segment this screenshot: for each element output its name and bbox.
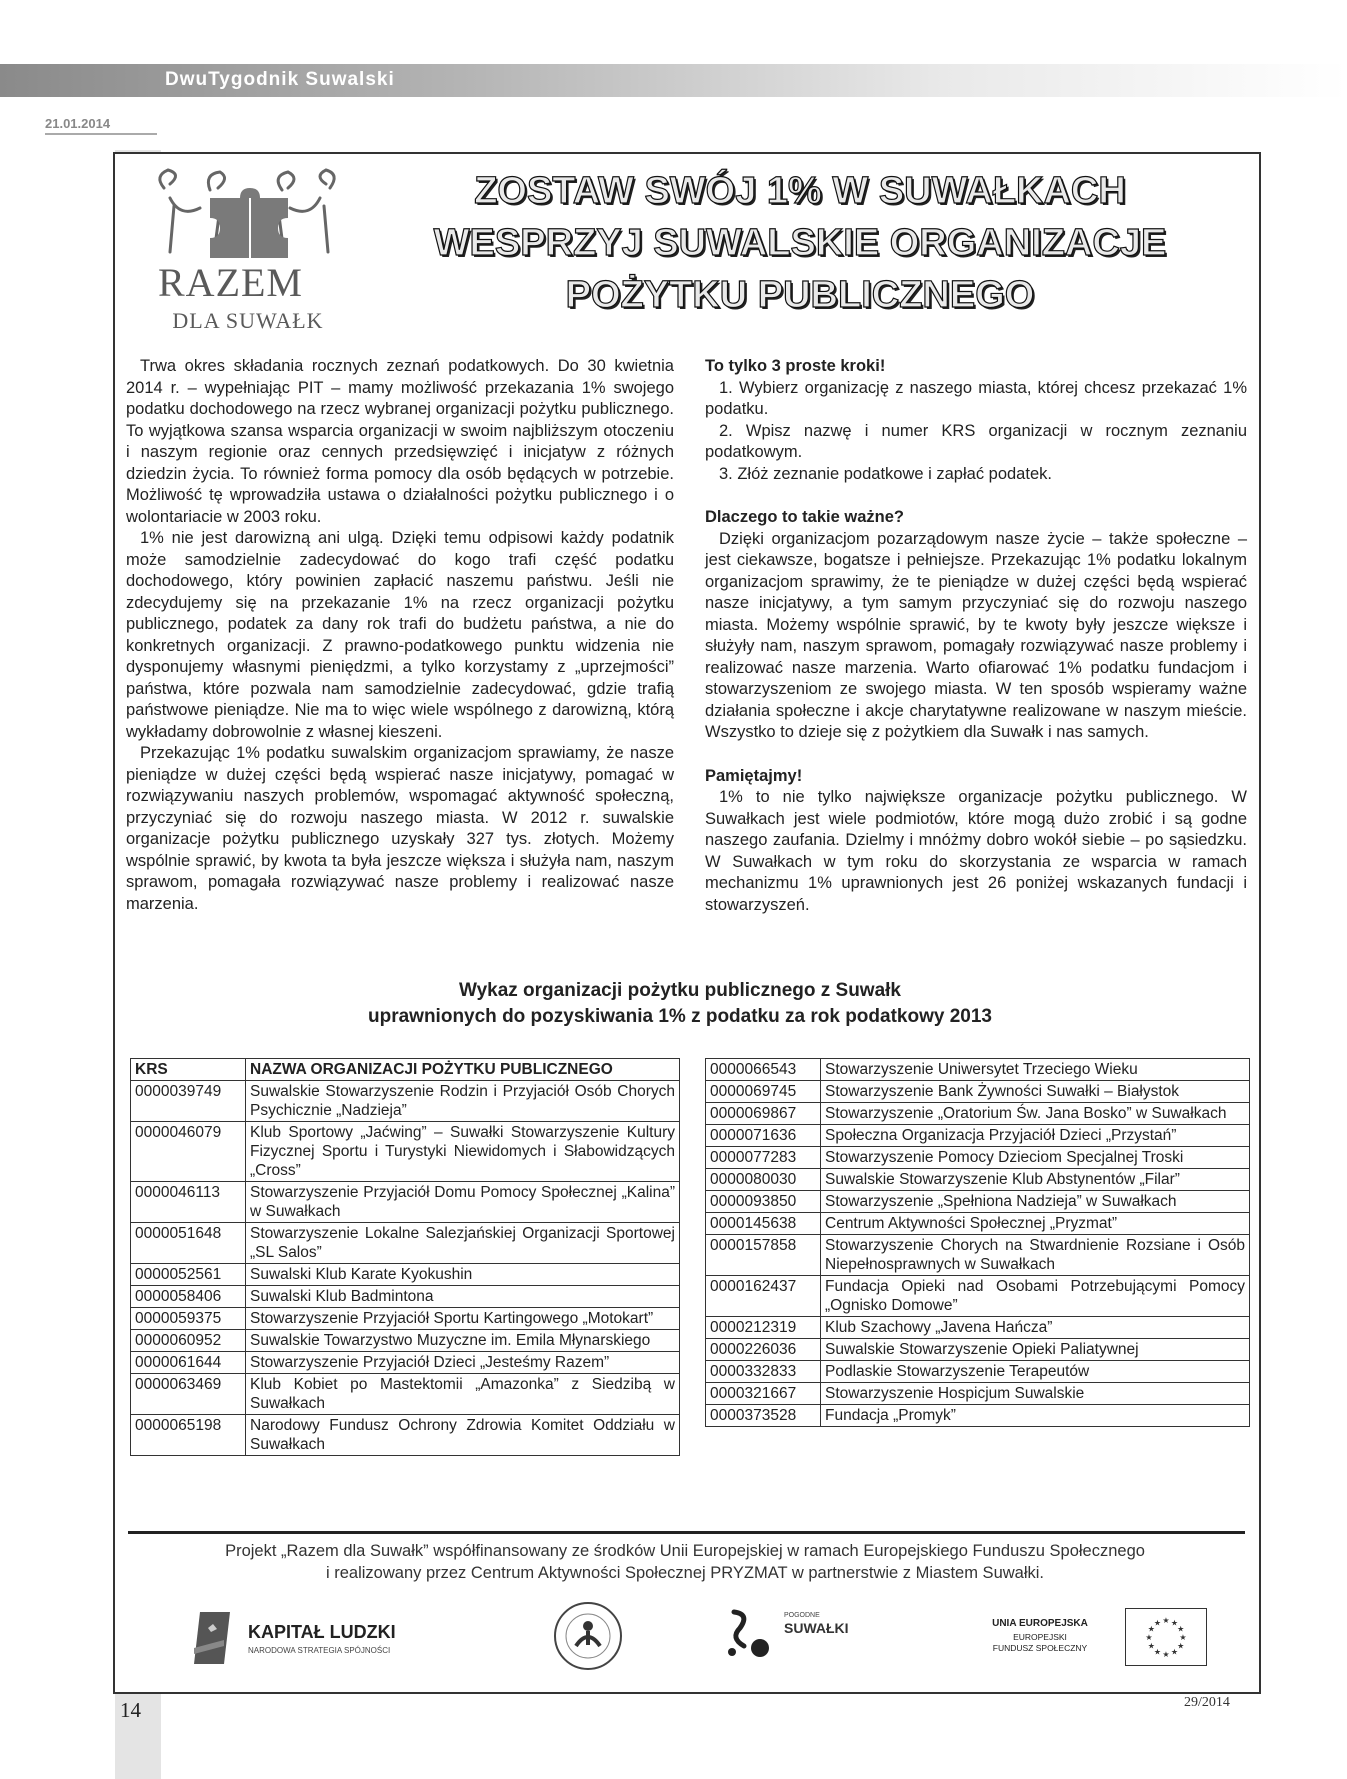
logo-razem-text: RAZEM bbox=[158, 260, 303, 305]
table-row bbox=[706, 1361, 1250, 1383]
krs-cell: 0000226036 bbox=[706, 1339, 821, 1361]
issue-number: 29/2014 bbox=[1184, 1695, 1230, 1710]
pryzmat-seal-icon bbox=[552, 1600, 624, 1672]
krs-cell: 0000065198 bbox=[131, 1415, 246, 1456]
table-row bbox=[131, 1352, 680, 1374]
krs-cell: 0000157858 bbox=[706, 1235, 821, 1276]
left-paragraph-2: 1% nie jest darowizną ani ulgą. Dzięki temu odpisowi każdy podatnik może samodzielnie zadecydować do kogo trafi część podatku dochodowego, który powinien zapłacić naszemu państwu. Jeśli nie zdecydujemy się na przekazanie 1% na rzecz organizacji pożytku publicznego, podatek za dany rok trafi do budżetu państwa, a nie do konkretnych organizacji. Z prawno-podatkowego punktu widzenia nie dysponujemy własnymi pieniędzmi, a tylko korzystamy z „uprzejmości” państwa, które pozwala nam samodzielnie zadecydować, gdzie trafią państwowe pieniądze. Nie ma to więc wiele wspólnego z darowizną, którą wykładamy dobrowolnie z własnej kieszeni. bbox=[126, 529, 674, 741]
remember-paragraph: 1% to nie tylko największe organizacje pożytku publicznego. W Suwałkach jest wiele podmiotów, które mogą dużo zrobić i są godne naszego zaufania. Dzielmy i mnóżmy dobro wokół siebie – po sąsiedzku. W Suwałkach w tym roku do skorzystania ze wsparcia w ramach mechanizmu 1% uprawnionych jest 26 poniżej wskazanych fundacji i stowarzyszeń. bbox=[705, 788, 1247, 914]
krs-cell: 0000058406 bbox=[131, 1286, 246, 1308]
eu-star: ★ bbox=[1162, 1616, 1170, 1625]
issue-date: 21.01.2014 bbox=[45, 116, 157, 135]
left-paragraph-3: Przekazując 1% podatku suwalskim organizacjom sprawiamy, że nasze pieniądze w dużej części będą wspierać nasze inicjatywy, pomagać w rozwiązywaniu naszych problemów, wspomagać aktywność społeczną, przyczyniać się do rozwoju naszego miasta. W 2012 r. suwalskie organizacje pożytku publicznego uzyskały 327 tys. złotych. Możemy wspólnie sprawić, by kwota ta była jeszcze większa i służyła nam, naszym sprawom, pomagała rozwiązywać nasze problemy i realizować nasze marzenia. bbox=[126, 744, 674, 913]
steps-heading: To tylko 3 proste kroki! bbox=[705, 357, 886, 375]
sponsor-logos bbox=[190, 1600, 1190, 1680]
krs-cell: 0000080030 bbox=[706, 1169, 821, 1191]
krs-cell: 0000071636 bbox=[706, 1125, 821, 1147]
page-number: 14 bbox=[120, 1698, 141, 1722]
table-row bbox=[706, 1081, 1250, 1103]
table-row bbox=[706, 1103, 1250, 1125]
organization-name-cell: Stowarzyszenie Uniwersytet Trzeciego Wieku bbox=[821, 1059, 1250, 1081]
remember-heading: Pamiętajmy! bbox=[705, 766, 803, 785]
title-line-1: ZOSTAW SWÓJ 1% W SUWAŁKACH bbox=[474, 170, 1126, 212]
krs-cell: 0000373528 bbox=[706, 1405, 821, 1427]
eu-stars-icon bbox=[1126, 1609, 1206, 1665]
eu-star: ★ bbox=[1177, 1641, 1185, 1651]
pogodne-small-text: POGODNE bbox=[784, 1612, 820, 1619]
organization-name-cell: Suwalskie Towarzystwo Muzyczne im. Emila Młynarskiego bbox=[246, 1330, 680, 1352]
table-row bbox=[131, 1374, 680, 1415]
logo-dla-suwalk-text: DLA SUWAŁK bbox=[172, 308, 324, 333]
table-row bbox=[706, 1317, 1250, 1339]
table-row bbox=[706, 1059, 1250, 1081]
table-row bbox=[706, 1169, 1250, 1191]
table-row bbox=[131, 1330, 680, 1352]
razem-logo bbox=[150, 168, 350, 338]
left-paragraph-1: Trwa okres składania rocznych zeznań podatkowych. Do 30 kwietnia 2014 r. – wypełniając PIT – mamy możliwość przekazania 1% swojego podatku dochodowego na rzecz wybranej organizacji pożytku publicznego. To wyjątkowa szansa wsparcia organizacji w swoim najbliższym otoczeniu i naszym regionie oraz cennych przedsięwzięć i inicjatyw z różnych dziedzin życia. To również forma pomocy dla osób będących w potrzebie. Możliwość tę wprowadziła ustawa o działalności pożytku publicznego i o wolontariacie w 2003 roku. bbox=[126, 357, 674, 526]
why-paragraph: Dzięki organizacjom pozarządowym nasze życie – także społeczne – jest ciekawsze, bogatsze i pełniejsze. Przekazując 1% podatku lokalnym organizacjom sprawimy, że te pieniądze w dużej części będą wspierać nasze inicjatywy, a tym samym przyczyniać się do rozwoju naszego miasta. Możemy wspólnie sprawić, by te kwoty były jeszcze większe i służyły nam, naszym sprawom, pomagały rozwiązywać nasze problemy i realizować nasze marzenia. Warto ofiarować 1% podatku fundacjom i stowarzyszeniom ze swojego miasta. W ten sposób wspieramy ważne działania społeczne i akcje charytatywne realizowane w naszym mieście. Wszystko to dzieje się z pożytkiem dla Suwałk i nas samych. bbox=[705, 529, 1247, 741]
krs-cell: 0000063469 bbox=[131, 1374, 246, 1415]
eu-star: ★ bbox=[1179, 1633, 1187, 1642]
eu-logo bbox=[965, 1608, 1325, 1668]
organization-name-cell: Stowarzyszenie Bank Żywności Suwałki – Białystok bbox=[821, 1081, 1250, 1103]
table-row bbox=[706, 1383, 1250, 1405]
krs-cell: 0000162437 bbox=[706, 1276, 821, 1317]
organization-name-cell: Stowarzyszenie Przyjaciół Domu Pomocy Społecznej „Kalina” w Suwałkach bbox=[246, 1182, 680, 1223]
eu-subtitle-line-1: EUROPEJSKI bbox=[1013, 1632, 1067, 1642]
list-title bbox=[300, 978, 1060, 1030]
organization-name-cell: Stowarzyszenie Przyjaciół Dzieci „Jesteśmy Razem” bbox=[246, 1352, 680, 1374]
krs-cell: 0000077283 bbox=[706, 1147, 821, 1169]
table-row bbox=[131, 1415, 680, 1456]
table-row bbox=[706, 1213, 1250, 1235]
list-title-line-1: Wykaz organizacji pożytku publicznego z Suwałk bbox=[458, 980, 901, 1001]
step-3: 3. Złóż zeznanie podatkowe i zapłać podatek. bbox=[719, 464, 1052, 483]
krs-cell: 0000059375 bbox=[131, 1308, 246, 1330]
why-heading: Dlaczego to takie ważne? bbox=[705, 508, 904, 526]
pogodne-suwalki-icon bbox=[720, 1604, 780, 1670]
organization-name-cell: Podlaskie Stowarzyszenie Terapeutów bbox=[821, 1361, 1250, 1383]
eu-star: ★ bbox=[1170, 1647, 1179, 1657]
magazine-name: DwuTygodnik Suwalski bbox=[165, 69, 395, 90]
organization-name-cell: Klub Kobiet po Mastektomii „Amazonka” z Siedzibą w Suwałkach bbox=[246, 1374, 680, 1415]
eu-subtitle-line-2: FUNDUSZ SPOŁECZNY bbox=[992, 1643, 1088, 1653]
organization-name-cell: Suwalskie Stowarzyszenie Opieki Paliatywnej bbox=[821, 1339, 1250, 1361]
organization-name-cell: Fundacja „Promyk” bbox=[821, 1405, 1250, 1427]
right-organizations-table bbox=[705, 1058, 1250, 1427]
krs-header: KRS bbox=[131, 1059, 246, 1081]
step-2: 2. Wpisz nazwę i numer KRS organizacji w rocznym zeznaniu podatkowym. bbox=[705, 421, 1247, 461]
table-row bbox=[131, 1223, 680, 1264]
krs-cell: 0000052561 bbox=[131, 1264, 246, 1286]
krs-cell: 0000332833 bbox=[706, 1361, 821, 1383]
organization-name-cell: Stowarzyszenie „Oratorium Św. Jana Bosko” w Suwałkach bbox=[821, 1103, 1250, 1125]
title-line-3: POŻYTKU PUBLICZNEGO bbox=[565, 274, 1035, 316]
organization-name-cell: Klub Szachowy „Javena Hańcza” bbox=[821, 1317, 1250, 1339]
credit-line-2: i realizowany przez Centrum Aktywności Społecznej PRYZMAT w partnerstwie z Miastem Suwałki. bbox=[326, 1564, 1044, 1582]
krs-cell: 0000069867 bbox=[706, 1103, 821, 1125]
eu-star: ★ bbox=[1170, 1618, 1179, 1628]
table-row bbox=[131, 1286, 680, 1308]
kapital-ludzki-icon bbox=[190, 1608, 240, 1668]
organization-name-cell: Stowarzyszenie Przyjaciół Sportu Kartingowego „Motokart” bbox=[246, 1308, 680, 1330]
krs-cell: 0000039749 bbox=[131, 1081, 246, 1122]
organization-name-cell: Klub Sportowy „Jaćwing” – Suwałki Stowarzyszenie Kultury Fizycznej Sportu i Turystyki Niewidomych i Słabowidzących „Cross” bbox=[246, 1122, 680, 1182]
puzzle-figures-icon bbox=[150, 168, 350, 263]
kapital-ludzki-title: KAPITAŁ LUDZKI bbox=[248, 1622, 396, 1642]
table-row bbox=[706, 1125, 1250, 1147]
eu-star: ★ bbox=[1153, 1647, 1162, 1657]
eu-star: ★ bbox=[1147, 1624, 1155, 1634]
pryzmat-logo bbox=[552, 1600, 624, 1672]
title-line-2: WESPRZYJ SUWALSKIE ORGANIZACJE bbox=[433, 222, 1167, 264]
krs-cell: 0000061644 bbox=[131, 1352, 246, 1374]
krs-cell: 0000051648 bbox=[131, 1223, 246, 1264]
left-organizations-table bbox=[130, 1058, 680, 1456]
organization-name-cell: Suwalskie Stowarzyszenie Rodzin i Przyjaciół Osób Chorych Psychicznie „Nadzieja” bbox=[246, 1081, 680, 1122]
table-row bbox=[131, 1264, 680, 1286]
krs-cell: 0000060952 bbox=[131, 1330, 246, 1352]
kapital-ludzki-subtitle: NARODOWA STRATEGIA SPÓJNOŚCI bbox=[248, 1646, 391, 1655]
krs-cell: 0000093850 bbox=[706, 1191, 821, 1213]
header-bar bbox=[0, 64, 1347, 97]
organization-name-cell: Społeczna Organizacja Przyjaciół Dzieci „Przystań” bbox=[821, 1125, 1250, 1147]
list-title-line-2: uprawnionych do pozyskiwania 1% z podatku za rok podatkowy 2013 bbox=[368, 1006, 992, 1027]
organization-name-cell: Stowarzyszenie Lokalne Salezjańskiej Organizacji Sportowej „SL Salos” bbox=[246, 1223, 680, 1264]
table-row bbox=[706, 1191, 1250, 1213]
kapital-ludzki-logo bbox=[190, 1608, 430, 1668]
table-row bbox=[706, 1276, 1250, 1317]
table-row bbox=[131, 1308, 680, 1330]
eu-star: ★ bbox=[1145, 1633, 1153, 1642]
footer-rule bbox=[128, 1531, 1245, 1534]
krs-cell: 0000066543 bbox=[706, 1059, 821, 1081]
pogodne-suwalki-logo bbox=[720, 1604, 849, 1670]
eu-star: ★ bbox=[1177, 1624, 1185, 1634]
organization-name-cell: Fundacja Opieki nad Osobami Potrzebującymi Pomocy „Ognisko Domowe” bbox=[821, 1276, 1250, 1317]
pogodne-big-text: SUWAŁKI bbox=[784, 1620, 849, 1636]
eu-subtitle bbox=[965, 1632, 1115, 1654]
krs-cell: 0000046079 bbox=[131, 1122, 246, 1182]
organization-name-cell: Centrum Aktywności Społecznej „Pryzmat” bbox=[821, 1213, 1250, 1235]
table-row bbox=[131, 1122, 680, 1182]
credit-line-1: Projekt „Razem dla Suwałk” współfinansowany ze środków Unii Europejskiej w ramach Europejskiego Funduszu Społecznego bbox=[225, 1542, 1145, 1560]
organization-name-cell: Suwalski Klub Karate Kyokushin bbox=[246, 1264, 680, 1286]
eu-title: UNIA EUROPEJSKA bbox=[992, 1618, 1088, 1629]
project-credit bbox=[140, 1540, 1230, 1584]
right-column bbox=[705, 356, 1247, 916]
organization-name-cell: Stowarzyszenie Pomocy Dzieciom Specjalnej Troski bbox=[821, 1147, 1250, 1169]
table-row bbox=[706, 1339, 1250, 1361]
organization-name-cell: Stowarzyszenie Hospicjum Suwalskie bbox=[821, 1383, 1250, 1405]
name-header: NAZWA ORGANIZACJI POŻYTKU PUBLICZNEGO bbox=[246, 1059, 680, 1081]
organization-name-cell: Suwalski Klub Badmintona bbox=[246, 1286, 680, 1308]
krs-cell: 0000046113 bbox=[131, 1182, 246, 1223]
eu-flag-icon bbox=[1125, 1608, 1207, 1666]
eu-star: ★ bbox=[1153, 1618, 1162, 1628]
eu-star: ★ bbox=[1147, 1641, 1155, 1651]
krs-cell: 0000069745 bbox=[706, 1081, 821, 1103]
article-title bbox=[400, 165, 1200, 321]
krs-cell: 0000212319 bbox=[706, 1317, 821, 1339]
organization-name-cell: Narodowy Fundusz Ochrony Zdrowia Komitet Oddziału w Suwałkach bbox=[246, 1415, 680, 1456]
krs-cell: 0000145638 bbox=[706, 1213, 821, 1235]
krs-cell: 0000321667 bbox=[706, 1383, 821, 1405]
table-row bbox=[131, 1081, 680, 1122]
left-column bbox=[126, 356, 674, 915]
organization-name-cell: Stowarzyszenie „Spełniona Nadzieja” w Suwałkach bbox=[821, 1191, 1250, 1213]
table-row bbox=[706, 1405, 1250, 1427]
table-row bbox=[131, 1182, 680, 1223]
organization-name-cell: Stowarzyszenie Chorych na Stwardnienie Rozsiane i Osób Niepełnosprawnych w Suwałkach bbox=[821, 1235, 1250, 1276]
organization-name-cell: Suwalskie Stowarzyszenie Klub Abstynentów „Filar” bbox=[821, 1169, 1250, 1191]
step-1: 1. Wybierz organizację z naszego miasta, której chcesz przekazać 1% podatku. bbox=[705, 378, 1247, 418]
table-row bbox=[706, 1235, 1250, 1276]
table-row bbox=[706, 1147, 1250, 1169]
eu-star: ★ bbox=[1162, 1650, 1170, 1659]
